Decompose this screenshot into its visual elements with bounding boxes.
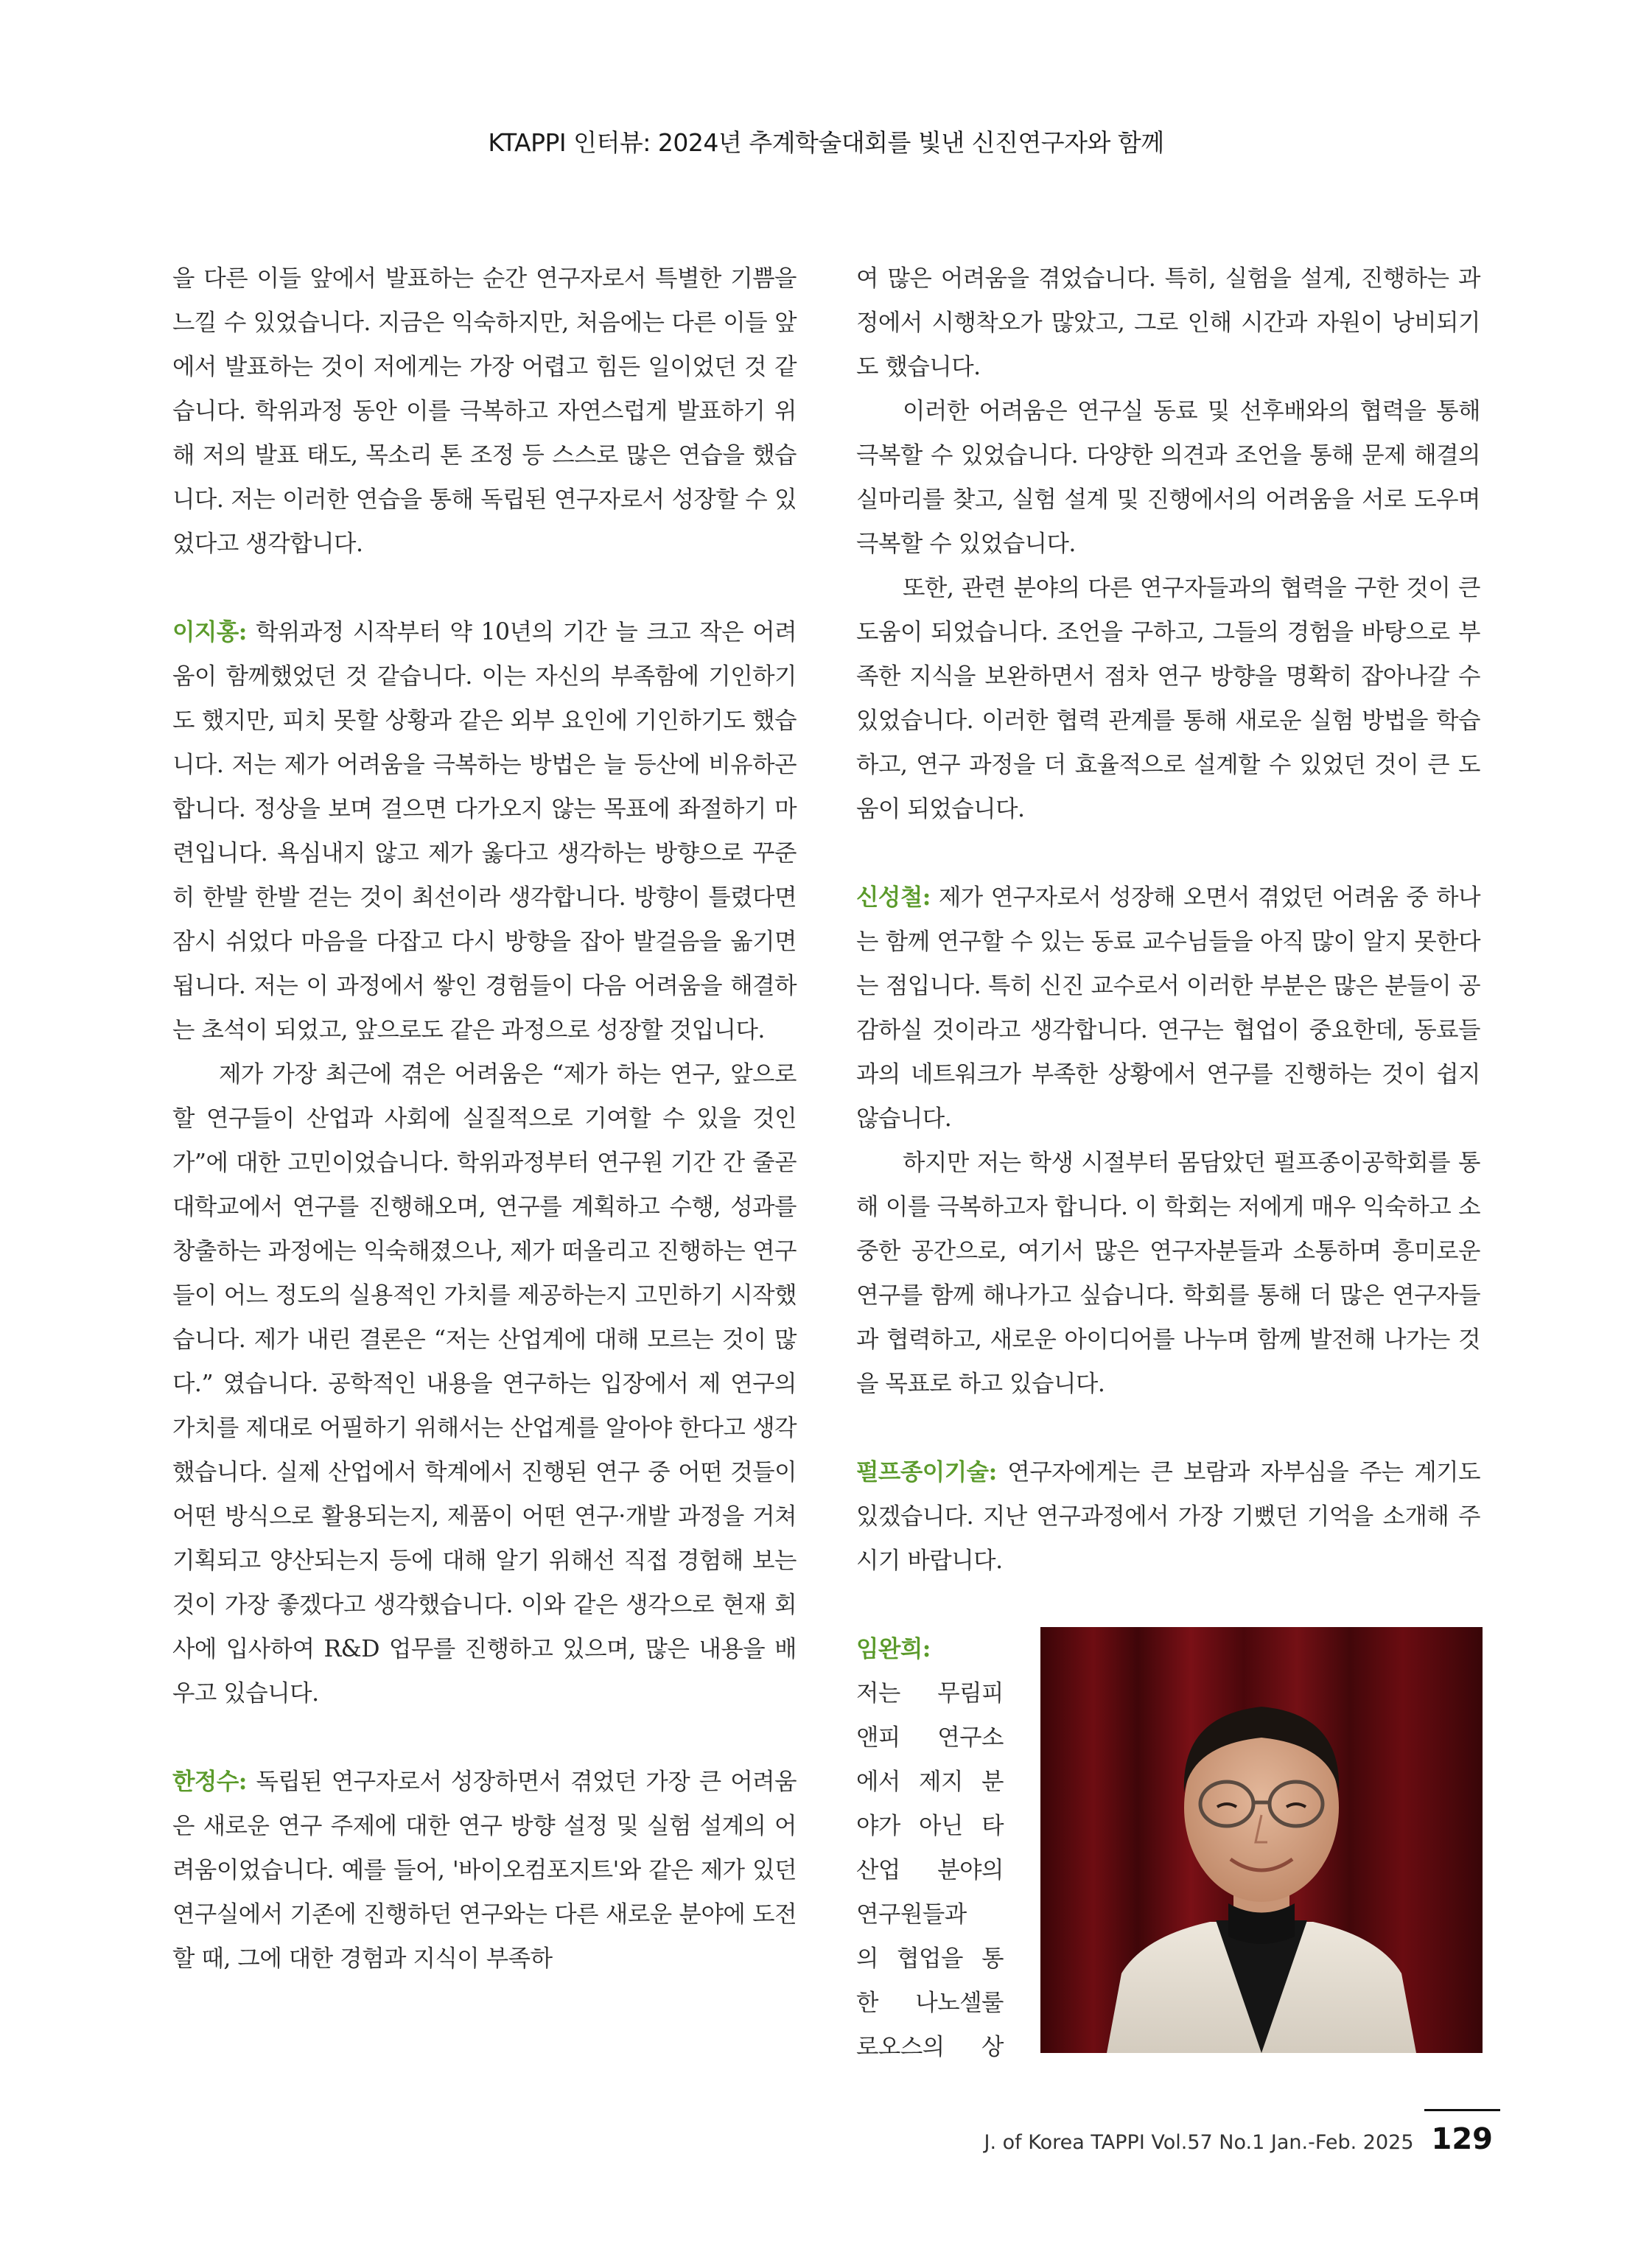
- paragraph: 제가 가장 최근에 겪은 어려움은 “제가 하는 연구, 앞으로 할 연구들이 산업과 사회에 실질적으로 기여할 수 있을 것인가”에 대한 고민이었습니다. 학위과정부터 연구원 기간 간 줄곧 대학교에서 연구를 진행해오며, 연구를 계획하고 수행, 성과를 창출하는 과정에는 익숙해졌으나, 제가 떠올리고 진행하는 연구들이 어느 정도의 실용적인 가치를 제공하는지 고민하기 시작했습니다. 제가 내린 결론은 “저는 산업계에 대해 모르는 것이 많다.” 였습니다. 공학적인 내용을 연구하는 입장에서 제 연구의 가치를 제대로 어필하기 위해서는 산업계를 알아야 한다고 생각했습니다. 실제 산업에서 학계에서 진행된 연구 중 어떤 것들이 어떤 방식으로 활용되는지, 제품이 어떤 연구·개발 과정을 거쳐 기획되고 양산되는지 등에 대해 알기 위해선 직접 경험해 보는 것이 가장 좋겠다고 생각했습니다. 이와 같은 생각으로 현재 회사에 입사하여 R&D 업무를 진행하고 있으며, 많은 내용을 배우고 있습니다.: [172, 1061, 797, 1707]
- paragraph: 이러한 어려움은 연구실 동료 및 선후배와의 협력을 통해 극복할 수 있었습니다. 다양한 의견과 조언을 통해 문제 해결의 실마리를 찾고, 실험 설계 및 진행에서의 어려움을 서로 도우며 극복할 수 있었습니다.: [856, 398, 1480, 557]
- question-text: 연구자에게는 큰 보람과 자부심을 주는 계기도 있겠습니다. 지난 연구과정에서 가장 기뻤던 기억을 소개해 주시기 바랍니다.: [856, 1459, 1480, 1574]
- page-number-rule: [1424, 2109, 1501, 2111]
- answer-im-wanhee: [856, 1627, 1480, 2060]
- answer-text: 제가 연구자로서 성장해 오면서 겪었던 어려움 중 하나는 함께 연구할 수 있는 동료 교수님들을 아직 많이 알지 못한다는 점입니다. 특히 신진 교수로서 이러한 부분은 많은 분들이 공감하실 것이라고 생각합니다. 연구는 협업이 중요한데, 동료들과의 네트워크가 부족한 상황에서 연구를 진행하는 것이 쉽지 않습니다.: [856, 884, 1480, 1132]
- paragraph: 을 다른 이들 앞에서 발표하는 순간 연구자로서 특별한 기쁨을 느낄 수 있었습니다. 지금은 익숙하지만, 처음에는 다른 이들 앞에서 발표하는 것이 저에게는 가장 어렵고 힘든 일이었던 것 같습니다. 학위과정 동안 이를 극복하고 자연스럽게 발표하기 위해 저의 발표 태도, 목소리 톤 조정 등 스스로 많은 연습을 했습니다. 저는 이러한 연습을 통해 독립된 연구자로서 성장할 수 있었다고 생각합니다.: [172, 265, 797, 557]
- paragraph: 여 많은 어려움을 겪었습니다. 특히, 실험을 설계, 진행하는 과정에서 시행착오가 많았고, 그로 인해 시간과 자원이 낭비되기도 했습니다.: [856, 265, 1480, 380]
- answer-line: 앤피 연구소: [856, 1724, 1004, 1751]
- answer-text: 독립된 연구자로서 성장하면서 겪었던 가장 큰 어려움은 새로운 연구 주제에 대한 연구 방향 설정 및 실험 설계의 어려움이었습니다. 예를 들어, '바이오컴포지트'와 같은 제가 있던 연구실에서 기존에 진행하던 연구와는 다른 새로운 분야에 도전할 때, 그에 대한 경험과 지식이 부족하: [172, 1769, 797, 1972]
- answer-text: [856, 1627, 1004, 2069]
- answer-shin-seongcheol: [856, 875, 1480, 1141]
- answer-line: 저는 무림피: [856, 1680, 1004, 1707]
- answer-han-jeongsu: [172, 1760, 797, 1981]
- left-column: [172, 256, 797, 1981]
- answer-line: 에서 제지 분: [856, 1769, 1004, 1795]
- page-number: 129: [1431, 2122, 1493, 2156]
- speaker-name: 한정수:: [172, 1768, 247, 1795]
- running-header: KTAPPI 인터뷰: 2024년 추계학술대회를 빛낸 신진연구자와 함께: [488, 128, 1164, 157]
- journal-citation: J. of Korea TAPPI Vol.57 No.1 Jan.-Feb. 2025: [984, 2131, 1414, 2154]
- portrait-photo: [1040, 1627, 1483, 2053]
- paragraph: 또한, 관련 분야의 다른 연구자들과의 협력을 구한 것이 큰 도움이 되었습니다. 조언을 구하고, 그들의 경험을 바탕으로 부족한 지식을 보완하면서 점차 연구 방향을 명확히 잡아나갈 수 있었습니다. 이러한 협력 관계를 통해 새로운 실험 방법을 학습하고, 연구 과정을 더 효율적으로 설계할 수 있었던 것이 큰 도움이 되었습니다.: [856, 575, 1481, 822]
- interview-question: [856, 1450, 1480, 1583]
- answer-lee-jihong: [172, 610, 797, 1052]
- answer-line: 연구원들과: [856, 1901, 967, 1928]
- speaker-name: 신성철:: [856, 884, 931, 911]
- page-footer: [984, 2122, 1493, 2156]
- right-column: [856, 256, 1481, 2060]
- answer-line: 산업 분야의: [856, 1857, 1004, 1883]
- paragraph: 하지만 저는 학생 시절부터 몸담았던 펄프종이공학회를 통해 이를 극복하고자 합니다. 이 학회는 저에게 매우 익숙하고 소중한 공간으로, 여기서 많은 연구자분들과 소통하며 흥미로운 연구를 함께 해나가고 싶습니다. 학회를 통해 더 많은 연구자들과 협력하고, 새로운 아이디어를 나누며 함께 발전해 나가는 것을 목표로 하고 있습니다.: [856, 1150, 1480, 1397]
- answer-line: 한 나노셀룰: [856, 1990, 1004, 2016]
- answer-line: 로오스의 상: [856, 2034, 1004, 2060]
- speaker-name: 임완희:: [856, 1635, 931, 1662]
- page-number-wrap: [1432, 2122, 1494, 2156]
- answer-line: 의 협업을 통: [856, 1945, 1004, 1972]
- answer-text: 학위과정 시작부터 약 10년의 기간 늘 크고 작은 어려움이 함께했었던 것 같습니다. 이는 자신의 부족함에 기인하기도 했지만, 피치 못할 상황과 같은 외부 요인에 기인하기도 했습니다. 저는 제가 어려움을 극복하는 방법은 늘 등산에 비유하곤 합니다. 정상을 보며 걸으면 다가오지 않는 목표에 좌절하기 마련입니다. 욕심내지 않고 제가 옳다고 생각하는 방향으로 꾸준히 한발 한발 걷는 것이 최선이라 생각합니다. 방향이 틀렸다면 잠시 쉬었다 마음을 다잡고 다시 방향을 잡아 발걸음을 옮기면 됩니다. 저는 이 과정에서 쌓인 경험들이 다음 어려움을 해결하는 초석이 되었고, 앞으로도 같은 과정으로 성장할 것입니다.: [172, 619, 797, 1043]
- answer-line: 야가 아닌 타: [856, 1813, 1004, 1839]
- interviewer-name: 펄프종이기술:: [856, 1458, 997, 1486]
- speaker-name: 이지홍:: [172, 618, 247, 646]
